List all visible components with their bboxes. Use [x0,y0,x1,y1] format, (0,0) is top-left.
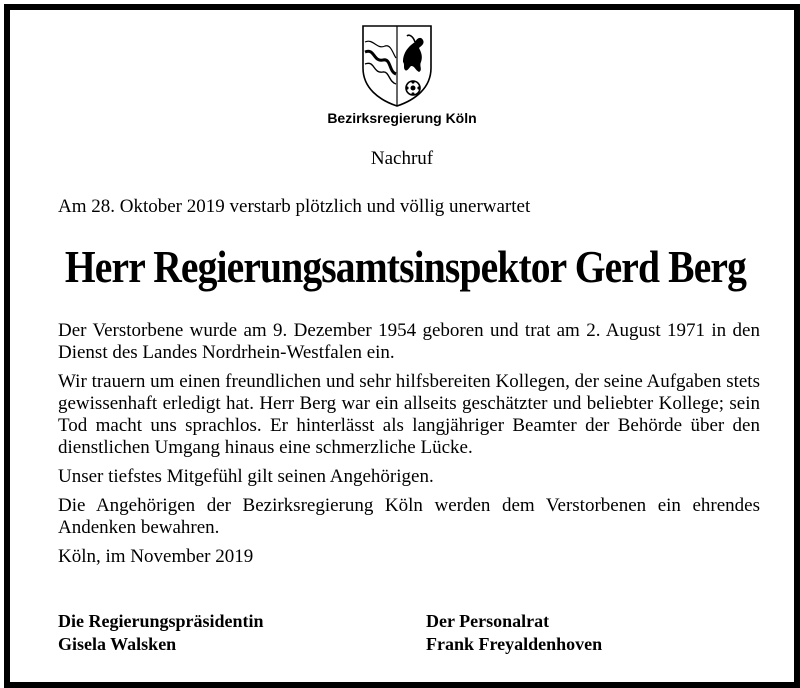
notice-body [58,320,760,575]
signature-right [426,610,602,656]
paragraph-remembrance: Die Angehörigen der Bezirksregierung Köln werden dem Verstorbenen ein ehrendes Andenken bewahren. [58,495,760,538]
authority-name: Bezirksregierung Köln [327,110,477,126]
signature-right-role: Der Personalrat [426,611,550,631]
paragraph-condolence: Unser tiefstes Mitgefühl gilt seinen Angehörigen. [58,466,434,487]
signature-left-role: Die Regierungspräsidentin [58,611,264,631]
signature-right-name: Frank Freyaldenhoven [426,634,603,654]
notice-content [10,10,794,682]
signature-left [58,610,264,656]
paragraph-tribute: Wir trauern um einen freundlichen und sehr hilfsbereiten Kollegen, der seine Aufgaben stets gewissenhaft erledigt hat. Herr Berg war ein allseits geschätzter und beliebter Kollege; sein Tod macht uns sprachlos. Er hinterlässt als langjähriger Beamter der Behörde über den dienstlichen Umgang hinaus eine schmerzliche Lücke. [58,371,760,458]
paragraph-biography: Der Verstorbene wurde am 9. Dezember 1954 geboren und trat am 2. August 1971 in den Dienst des Landes Nordrhein-Westfalen ein. [58,320,760,363]
nrw-coat-of-arms-icon [359,22,435,108]
signature-left-name: Gisela Walsken [58,634,177,654]
notice-title: Nachruf [370,148,434,169]
place-date: Köln, im November 2019 [58,546,254,567]
deceased-name: Herr Regierungsamtsinspektor Gerd Berg [64,241,747,292]
notice-frame [4,4,800,688]
intro-line: Am 28. Oktober 2019 verstarb plötzlich und völlig unerwartet [58,196,531,217]
